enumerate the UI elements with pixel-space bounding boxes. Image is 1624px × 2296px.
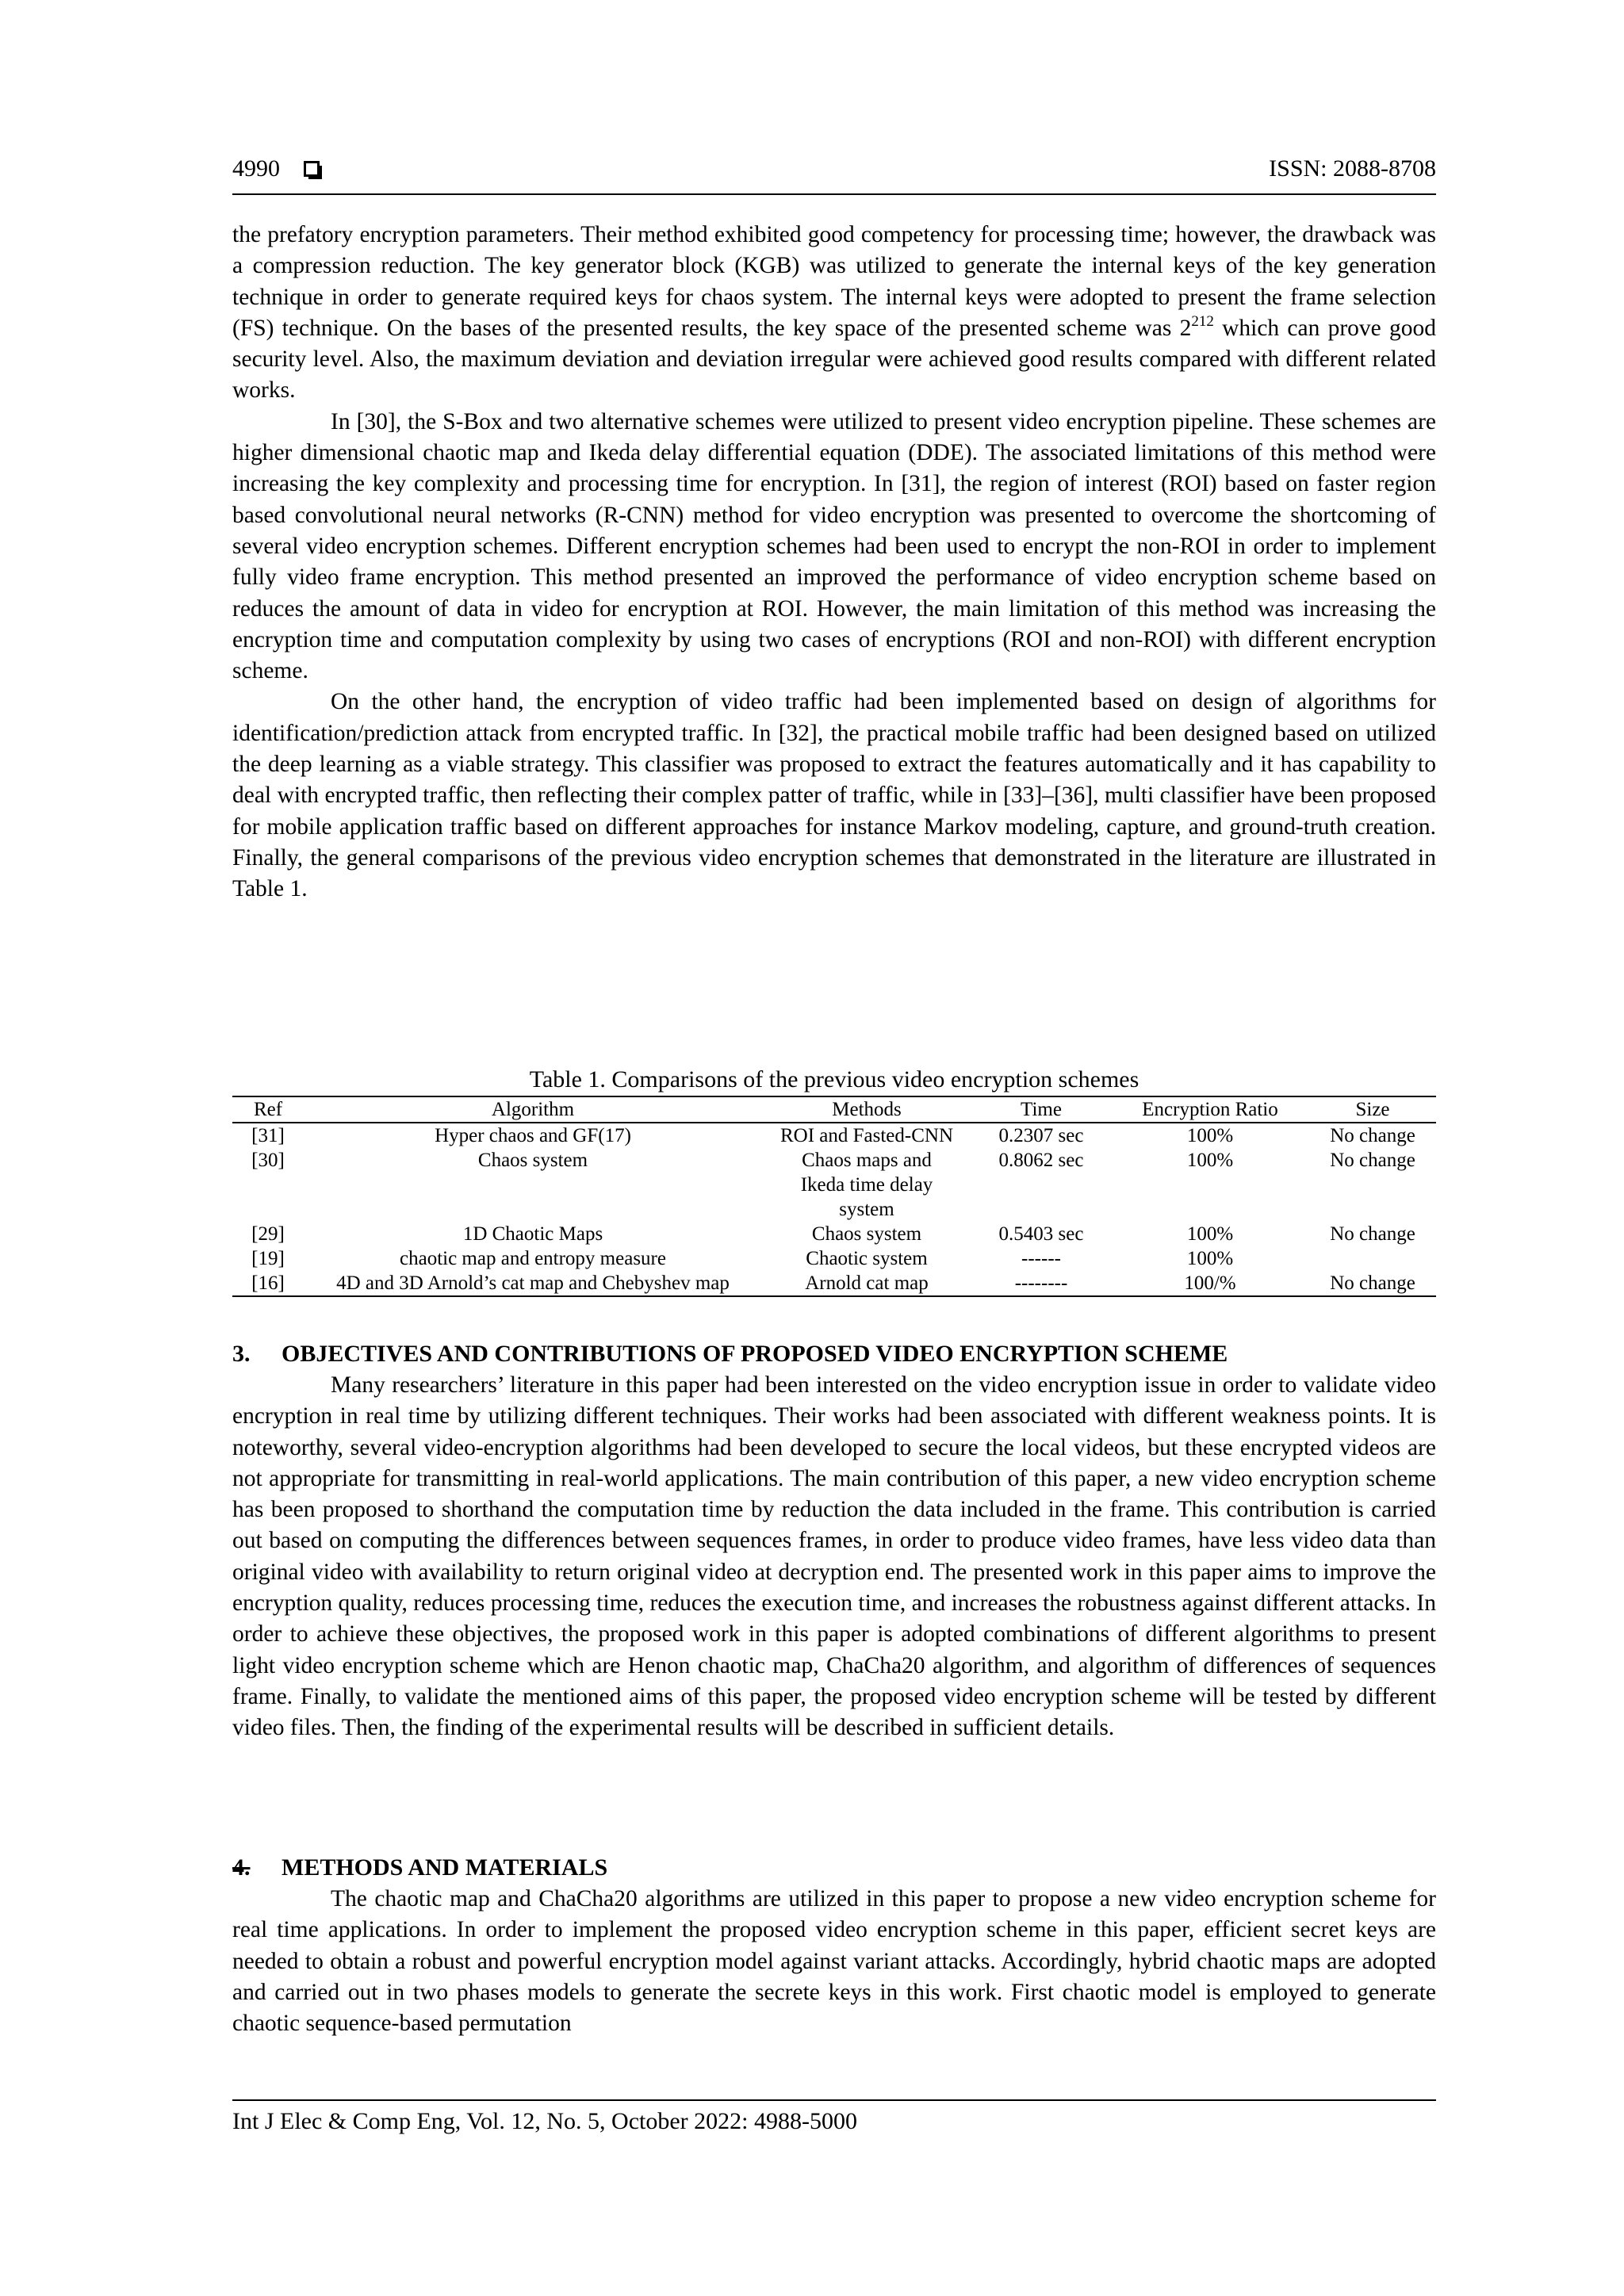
cell-algorithm: chaotic map and entropy measure <box>400 1248 666 1269</box>
cell-methods: ROI and Fasted-CNN <box>779 1125 954 1146</box>
cell-size: No change <box>1330 1125 1415 1146</box>
section-3-number: 3. <box>232 1341 251 1367</box>
cell-size: No change <box>1330 1150 1415 1171</box>
section-4-number: 4. <box>232 1854 251 1881</box>
page-header <box>232 155 1436 182</box>
issn: ISSN: 2088-8708 <box>1269 155 1436 182</box>
header-left <box>232 155 320 182</box>
section-3-title: OBJECTIVES AND CONTRIBUTIONS OF PROPOSED VIDEO ENCRYPTION SCHEME <box>282 1341 1228 1367</box>
square-bullet-icon <box>304 161 320 177</box>
cell-size: No change <box>1330 1223 1415 1245</box>
paragraph-1-part-a: the prefatory encryption parameters. Their method exhibited good competency for processing time; however, the drawback was a compression reduction. The key generator block (KGB) was utilized to generate the internal keys of the key generation technique in order to generate required keys for chaos system. The internal keys were adopted to present the frame selection (FS) technique. On the bases of the presented results, the key space of the presented scheme was 2 <box>232 222 1436 341</box>
cell-ref: [19] <box>251 1248 285 1269</box>
section-3-paragraph: Many researchers’ literature in this paper had been interested on the video encryption issue in order to validate video encryption in real time by utilizing different techniques. Their works had been associated with different weakness points. It is noteworthy, several video-encryption algorithms had been developed to secure the local videos, but these encrypted videos are not appropriate for transmitting in real-world applications. The main contribution of this paper, a new video encryption scheme has been proposed to shorthand the computation time by reduction the data included in the frame. This contribution is carried out based on computing the differences between sequences frames, in order to produce video frames, have less video data than original video with availability to return original video at decryption end. The presented work in this paper aims to improve the encryption quality, reduces processing time, reduces the execution time, and increases the robustness against different attacks. In order to achieve these objectives, the proposed work in this paper is adopted combinations of different algorithms to present light video encryption scheme which are Henon chaotic map, ChaCha20 algorithm, and algorithm of differences of sequences frame. Finally, to validate the mentioned aims of this paper, the proposed video encryption scheme will be tested by different video files. Then, the finding of the experimental results will be described in sufficient details. <box>232 1372 1436 1741</box>
cell-time: 0.5403 sec <box>998 1223 1084 1245</box>
section-4-heading <box>232 1852 1436 1883</box>
cell-algorithm: 4D and 3D Arnold’s cat map and Chebyshev map <box>336 1272 730 1294</box>
table-row <box>232 1271 1436 1296</box>
col-header-ref: Ref <box>232 1096 304 1123</box>
cell-encryption-ratio: 100% <box>1186 1150 1234 1171</box>
cell-time: -------- <box>1014 1272 1068 1294</box>
section-3-heading <box>232 1338 1436 1369</box>
table-header-row <box>232 1096 1436 1123</box>
footer-citation: Int J Elec & Comp Eng, Vol. 12, No. 5, October 2022: 4988-5000 <box>232 2108 857 2134</box>
page-number: 4990 <box>232 155 280 182</box>
intro-text <box>232 220 1436 905</box>
cell-ref: [30] <box>251 1150 285 1171</box>
cell-methods: Chaos system <box>811 1223 922 1245</box>
cell-methods: Chaos maps and Ikeda time delay system <box>800 1150 933 1220</box>
col-header-encryption-ratio: Encryption Ratio <box>1111 1096 1309 1123</box>
cell-size: No change <box>1330 1272 1415 1294</box>
cell-algorithm: Hyper chaos and GF(17) <box>435 1125 631 1146</box>
table-row <box>232 1246 1436 1271</box>
paragraph-3: On the other hand, the encryption of video traffic had been implemented based on design of algorithms for identification/prediction attack from encrypted traffic. In [32], the practical mobile traffic had been designed based on utilized the deep learning as a viable strategy. This classifier was proposed to extract the features automatically and it has capability to deal with encrypted traffic, then reflecting their complex patter of traffic, while in [33]–[36], multi classifier have been proposed for mobile application traffic based on different approaches for instance Markov modeling, capture, and ground-truth creation. Finally, the general comparisons of the previous video encryption schemes that demonstrated in the literature are illustrated in Table 1. <box>232 689 1436 902</box>
cell-algorithm: Chaos system <box>477 1150 588 1171</box>
cell-size <box>1309 1246 1436 1271</box>
cell-encryption-ratio: 100/% <box>1184 1272 1236 1294</box>
cell-methods: Chaotic system <box>806 1248 928 1269</box>
table-row <box>232 1123 1436 1148</box>
table-row <box>232 1148 1436 1222</box>
cell-encryption-ratio: 100% <box>1186 1125 1234 1146</box>
col-header-algorithm: Algorithm <box>304 1096 762 1123</box>
col-header-methods: Methods <box>762 1096 971 1123</box>
comparison-table <box>232 1096 1436 1297</box>
section-4-title: METHODS AND MATERIALS <box>282 1854 608 1881</box>
cell-algorithm: 1D Chaotic Maps <box>462 1223 603 1245</box>
cell-time: ------ <box>1021 1248 1061 1269</box>
table-row <box>232 1222 1436 1246</box>
cell-ref: [31] <box>251 1125 285 1146</box>
col-header-size: Size <box>1309 1096 1436 1123</box>
cell-ref: [16] <box>251 1272 285 1294</box>
section-4-text <box>232 1884 1436 2039</box>
cell-encryption-ratio: 100% <box>1186 1223 1234 1245</box>
cell-time: 0.8062 sec <box>998 1150 1084 1171</box>
paragraph-1-part-b: which can prove good security level. Also, the maximum deviation and deviation irregular were achieved good results compared with different related works. <box>232 315 1436 404</box>
paragraph-2: In [30], the S-Box and two alternative schemes were utilized to present video encryption pipeline. These schemes are higher dimensional chaotic map and Ikeda delay differential equation (DDE). The associated limitations of this method were increasing the key complexity and processing time for encryption. In [31], the region of interest (ROI) based on faster region based convolutional neural networks (R-CNN) method for video encryption was presented to overcome the shortcoming of several video encryption schemes. Different encryption schemes had been used to encrypt the non-ROI in order to implement fully video frame encryption. This method presented an improved the performance of video encryption scheme based on reduces the amount of data in video for encryption at ROI. However, the main limitation of this method was increasing the encryption time and computation complexity by using two cases of encryptions (ROI and non-ROI) with different encryption scheme. <box>232 408 1436 684</box>
section-3-text <box>232 1370 1436 1744</box>
cell-encryption-ratio: 100% <box>1186 1248 1234 1269</box>
section-4-paragraph: The chaotic map and ChaCha20 algorithms are utilized in this paper to propose a new video encryption scheme for real time applications. In order to implement the proposed video encryption scheme in this paper, efficient secret keys are needed to obtain a robust and powerful encryption model against variant attacks. Accordingly, hybrid chaotic maps are adopted and carried out in two phases models to generate the secrete keys in this work. First chaotic model is employed to generate chaotic sequence-based permutation <box>232 1886 1436 2037</box>
cell-time: 0.2307 sec <box>998 1125 1084 1146</box>
footer-rule <box>232 2099 1436 2101</box>
section-4-number-wrap <box>232 1852 282 1883</box>
cell-ref: [29] <box>251 1223 285 1245</box>
paragraph-1 <box>232 220 1436 407</box>
header-rule <box>232 193 1436 195</box>
table-caption: Table 1. Comparisons of the previous video encryption schemes <box>529 1066 1139 1093</box>
cell-methods: Arnold cat map <box>805 1272 929 1294</box>
key-space-exponent: 212 <box>1191 312 1214 330</box>
col-header-time: Time <box>971 1096 1111 1123</box>
